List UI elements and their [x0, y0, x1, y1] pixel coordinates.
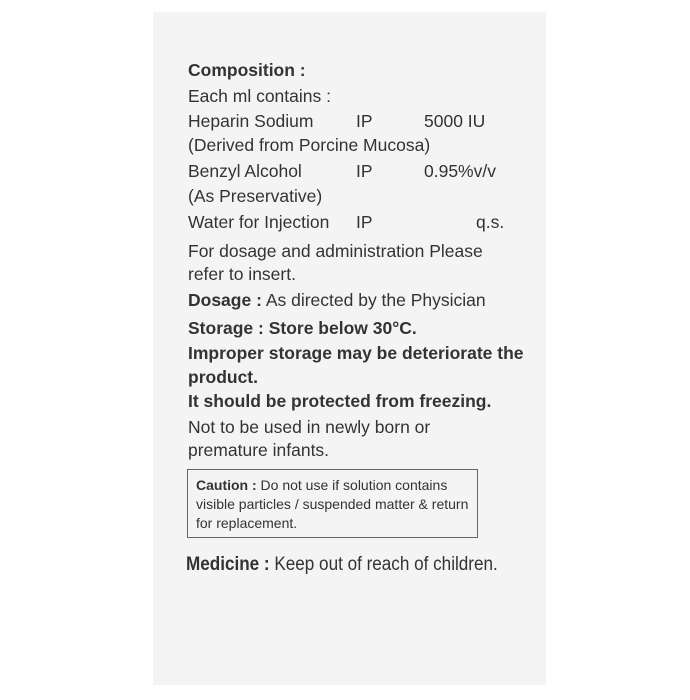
administration-line-2: refer to insert.	[188, 264, 296, 284]
medicine-text: Keep out of reach of children.	[274, 554, 498, 575]
dosage-text: As directed by the Physician	[265, 290, 486, 310]
ingredient-note-heparin: (Derived from Porcine Mucosa)	[188, 135, 431, 155]
ingredient-note-benzyl-alcohol: (As Preservative)	[188, 186, 323, 206]
caution-line-2: visible particles / suspended matter & return	[196, 496, 469, 512]
composition-intro: Each ml contains :	[188, 86, 331, 106]
ingredient-row-benzyl-alcohol	[188, 160, 518, 182]
infants-warning-line-1: Not to be used in newly born or	[188, 417, 431, 437]
storage-warning-line-2: product.	[188, 367, 258, 387]
ingredient-name: Benzyl Alcohol	[188, 161, 302, 181]
ingredient-grade: IP	[356, 212, 373, 232]
freezing-warning: It should be protected from freezing.	[188, 391, 492, 411]
ingredient-grade: IP	[356, 111, 373, 131]
infants-warning-line-2: premature infants.	[188, 440, 330, 460]
ingredient-name: Heparin Sodium	[188, 111, 314, 131]
composition-heading: Composition :	[188, 60, 306, 80]
ingredient-row-water	[188, 211, 518, 233]
storage-warning-line-1: Improper storage may be deteriorate the	[188, 343, 524, 363]
caution-text-1: Do not use if solution contains	[260, 477, 448, 493]
caution-line-1	[196, 476, 469, 495]
medicine-warning	[186, 553, 498, 577]
ingredient-grade: IP	[356, 161, 373, 181]
caution-box	[187, 469, 478, 538]
ingredient-amount: 5000 IU	[424, 111, 486, 131]
ingredient-name: Water for Injection	[188, 212, 330, 232]
medicine-label: Medicine :	[186, 554, 270, 575]
storage-line: Storage : Store below 30°C.	[188, 318, 417, 338]
caution-label: Caution :	[196, 477, 257, 493]
ingredient-amount: 0.95%v/v	[424, 161, 496, 181]
ingredient-row-heparin	[188, 110, 518, 132]
medicine-label-panel	[153, 12, 546, 685]
ingredient-amount: q.s.	[476, 212, 505, 232]
administration-line-1: For dosage and administration Please	[188, 241, 483, 261]
caution-line-3: for replacement.	[196, 515, 298, 531]
dosage-line	[188, 289, 486, 311]
dosage-label: Dosage :	[188, 290, 262, 310]
